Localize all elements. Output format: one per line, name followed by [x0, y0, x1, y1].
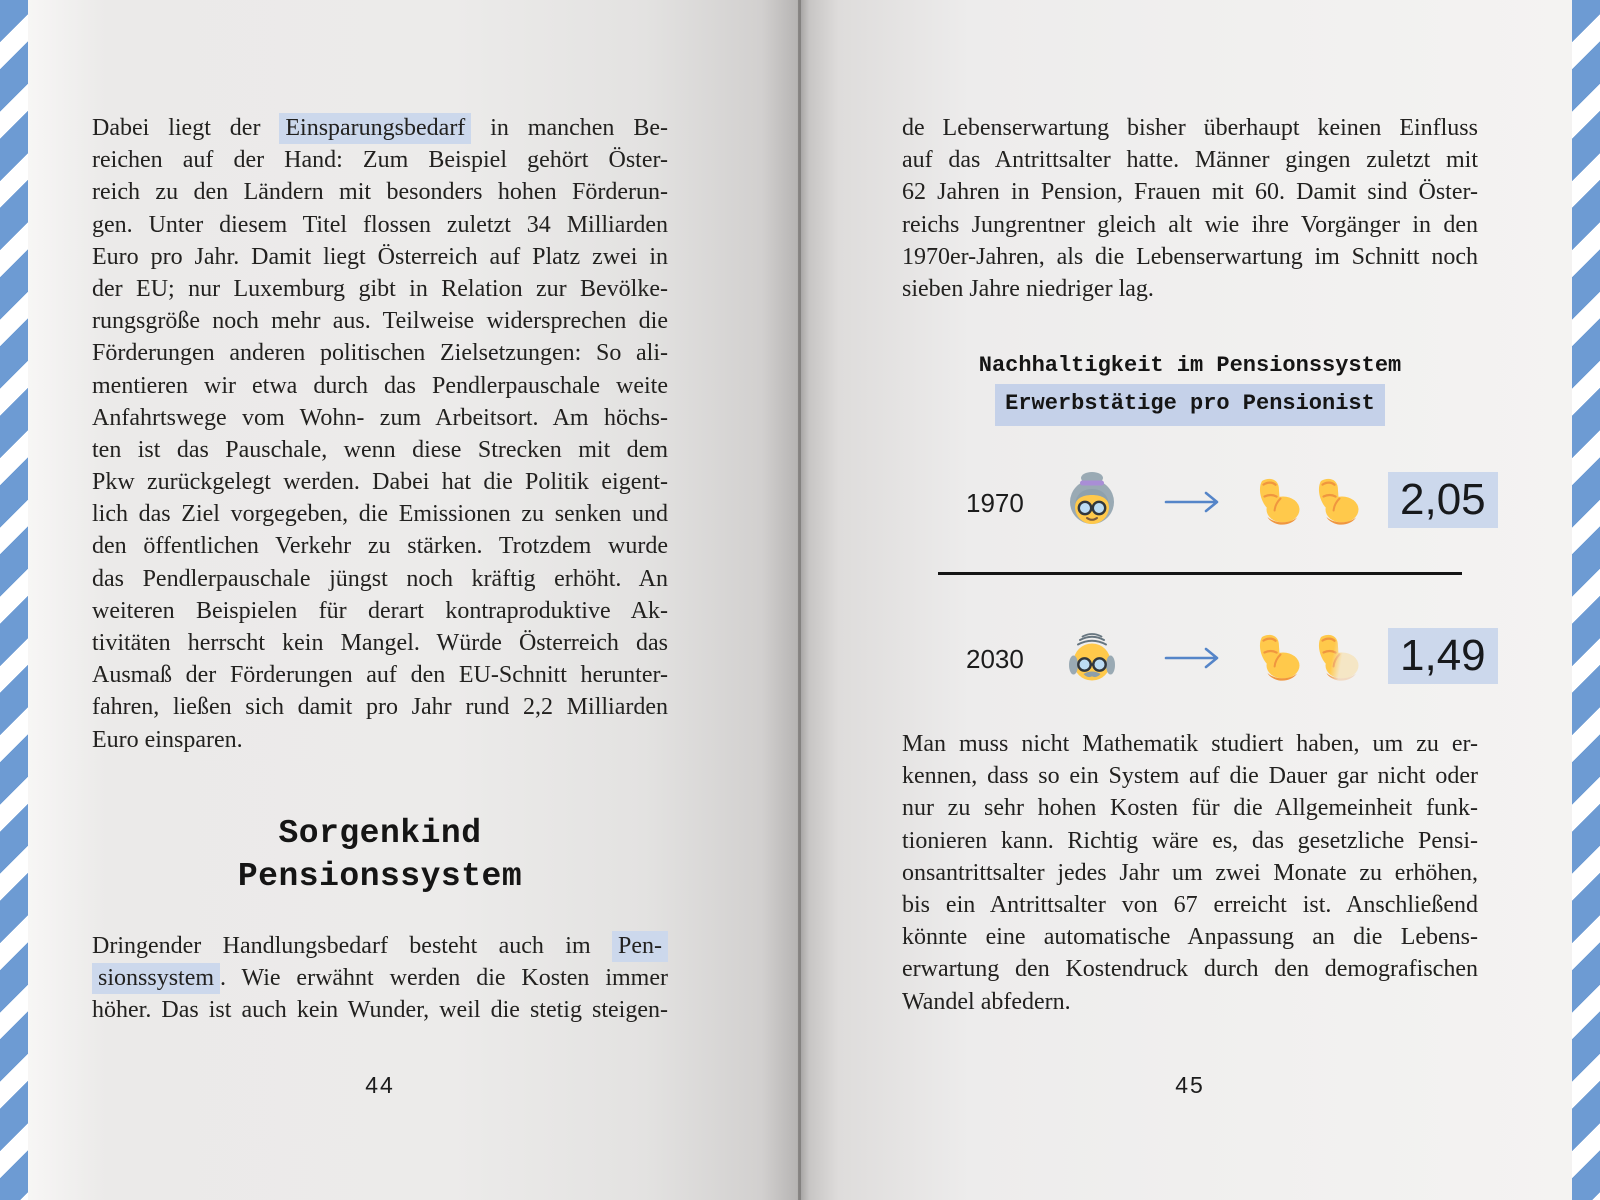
- text-segment: mentieren wir etwa durch das Pendlerpauschale weite: [92, 372, 668, 399]
- text-segment: reichs Jungrentner gleich alt wie ihre Vorgänger in den: [902, 211, 1478, 238]
- paragraph-left-1: [92, 112, 668, 756]
- text-segment: tionieren kann. Richtig wäre es, das gesetzliche Pensi-: [902, 827, 1478, 854]
- year-label: 1970: [966, 488, 1024, 518]
- value-badge: 1,49: [1388, 628, 1498, 684]
- paragraph-left-2: [92, 930, 668, 1027]
- text-segment: Euro pro Jahr. Damit liegt Österreich auf Platz zwei in: [92, 243, 668, 270]
- heading-line-2: Pensionssystem: [237, 858, 523, 895]
- grandma-emoji: [1060, 469, 1124, 533]
- text-line: [92, 691, 668, 723]
- heading-line-1: Sorgenkind: [278, 815, 482, 852]
- text-line: [902, 144, 1478, 176]
- text-segment: das Pendlerpauschale jüngst noch kräftig erhöht. An: [92, 565, 668, 592]
- text-segment: höher. Das ist auch kein Wunder, weil die stetig steigen-: [92, 997, 668, 1024]
- text-segment: onsantrittsalter jedes Jahr um zwei Monate zu erhöhen,: [902, 859, 1478, 886]
- page-number-right: 45: [1175, 1072, 1205, 1098]
- text-segment: gen. Unter diesem Titel flossen zuletzt 34 Milliarden: [92, 211, 668, 238]
- year-label: 2030: [966, 644, 1024, 674]
- text-segment: Förderungen anderen politischen Zielsetzungen: So ali-: [92, 340, 668, 367]
- text-segment: de Lebenserwartung bisher überhaupt keinen Einfluss: [902, 115, 1478, 141]
- text-line: [92, 930, 668, 962]
- text-line: [92, 659, 668, 691]
- text-segment: Wandel abfedern.: [902, 988, 1071, 1015]
- page-number-left: 44: [365, 1072, 395, 1098]
- text-line: [92, 627, 668, 659]
- text-line: [92, 595, 668, 627]
- infographic-subtitle-highlight: Erwerbstätige pro Pensionist: [995, 384, 1385, 426]
- text-segment: kennen, dass so ein System auf die Dauer gar nicht oder: [902, 763, 1478, 790]
- right-arrow-icon: [1164, 645, 1226, 671]
- text-line: [902, 241, 1478, 273]
- text-segment: Dringender Handlungsbedarf besteht auch im: [92, 933, 612, 959]
- text-line: [92, 434, 668, 466]
- grandpa-emoji: [1060, 625, 1124, 689]
- text-line: [902, 986, 1478, 1018]
- text-segment: bis ein Antrittsalter von 67 erreicht ist. Anschließend: [902, 891, 1478, 918]
- page-right: [800, 0, 1572, 1200]
- pension-infographic: [902, 350, 1486, 730]
- text-segment: Euro einsparen.: [92, 726, 243, 753]
- text-segment: auf das Antrittsalter hatte. Männer gingen zuletzt mit: [902, 147, 1478, 174]
- text-line: [92, 563, 668, 595]
- text-segment: sieben Jahre niedriger lag.: [902, 275, 1154, 302]
- text-segment: ten ist das Pauschale, wenn diese Strecken mit dem: [92, 436, 668, 463]
- highlighted-text: Einsparungsbedarf: [279, 113, 471, 144]
- text-line: [902, 857, 1478, 889]
- text-line: [902, 273, 1478, 305]
- text-line: [92, 305, 668, 337]
- paragraph-right-2: [902, 728, 1478, 1018]
- text-line: [92, 209, 668, 241]
- infographic-row: [902, 466, 1486, 538]
- text-line: [902, 921, 1478, 953]
- highlighted-text: Pen-: [612, 931, 668, 962]
- text-line: [92, 530, 668, 562]
- right-arrow-icon: [1164, 489, 1226, 515]
- text-line: [92, 402, 668, 434]
- text-line: [902, 889, 1478, 921]
- text-line: [902, 112, 1478, 144]
- flexed-biceps-emoji: [1311, 476, 1363, 528]
- text-segment: Pkw zurückgelegt werden. Dabei hat die Politik eigent-: [92, 469, 668, 496]
- book-spine: [798, 0, 801, 1200]
- highlighted-text: sionssystem: [92, 963, 220, 994]
- page-left: [28, 0, 800, 1200]
- text-line: [902, 953, 1478, 985]
- text-segment: Man muss nicht Mathematik studiert haben, um zu er-: [902, 731, 1478, 757]
- text-line: [92, 176, 668, 208]
- text-segment: 62 Jahren in Pension, Frauen mit 60. Damit sind Öster-: [902, 179, 1478, 206]
- decorative-stripe-border-right: [1572, 0, 1600, 1200]
- text-segment: rungsgröße noch mehr aus. Teilweise widersprechen die: [92, 308, 668, 335]
- decorative-stripe-border-left: [0, 0, 28, 1200]
- text-segment: tivitäten herrscht kein Mangel. Würde Österreich das: [92, 630, 668, 656]
- text-line: [902, 825, 1478, 857]
- text-line: [92, 962, 668, 994]
- text-segment: nur zu sehr hohen Kosten für die Allgemeinheit funk-: [902, 795, 1478, 822]
- text-segment: in manchen Be-: [471, 115, 668, 141]
- text-line: [92, 994, 668, 1026]
- infographic-rows: [902, 350, 1486, 730]
- text-segment: fahren, ließen sich damit pro Jahr rund 2,2 Milliarden: [92, 694, 668, 721]
- text-line: [92, 144, 668, 176]
- text-segment: Anfahrtswege vom Wohn- zum Arbeitsort. Am höchs-: [92, 404, 668, 431]
- text-line: [92, 466, 668, 498]
- text-line: [92, 724, 668, 756]
- flexed-biceps-emoji: [1252, 632, 1304, 684]
- text-line: [902, 209, 1478, 241]
- text-segment: Ausmaß der Förderungen auf den EU-Schnitt herunter-: [92, 662, 668, 689]
- text-line: [92, 241, 668, 273]
- text-segment: erwartung den Kostendruck durch den demografischen: [902, 956, 1478, 983]
- divider-line: [938, 572, 1462, 575]
- text-line: [92, 370, 668, 402]
- text-segment: reichen auf der Hand: Zum Beispiel gehört Öster-: [92, 147, 668, 174]
- value-badge: 2,05: [1388, 472, 1498, 528]
- flexed-biceps-emoji: [1252, 476, 1304, 528]
- text-segment: reich zu den Ländern mit besonders hohen Förderun-: [92, 179, 668, 206]
- text-segment: lich das Ziel vorgegeben, die Emissionen zu senken und: [92, 501, 668, 528]
- text-segment: der EU; nur Luxemburg gibt in Relation zur Bevölke-: [92, 275, 668, 302]
- section-heading: [92, 812, 668, 898]
- text-segment: Dabei liegt der: [92, 115, 280, 141]
- text-line: [902, 728, 1478, 760]
- text-segment: 1970er-Jahren, als die Lebenserwartung im Schnitt noch: [902, 243, 1478, 270]
- infographic-row: [902, 622, 1486, 694]
- text-line: [92, 273, 668, 305]
- text-segment: könnte eine automatische Anpassung an die Lebens-: [902, 924, 1478, 951]
- flexed-biceps-emoji-faded: [1311, 632, 1363, 684]
- text-line: [902, 176, 1478, 208]
- text-line: [92, 337, 668, 369]
- text-line: [902, 760, 1478, 792]
- text-line: [902, 792, 1478, 824]
- text-segment: den öffentlichen Verkehr zu stärken. Trotzdem wurde: [92, 533, 668, 560]
- infographic-title: Nachhaltigkeit im Pensionssystem: [978, 353, 1402, 378]
- text-segment: weiteren Beispielen für derart kontraproduktive Ak-: [92, 597, 668, 624]
- paragraph-right-1: [902, 112, 1478, 305]
- text-line: [92, 498, 668, 530]
- text-segment: . Wie erwähnt werden die Kosten immer: [220, 965, 668, 992]
- text-line: [92, 112, 668, 144]
